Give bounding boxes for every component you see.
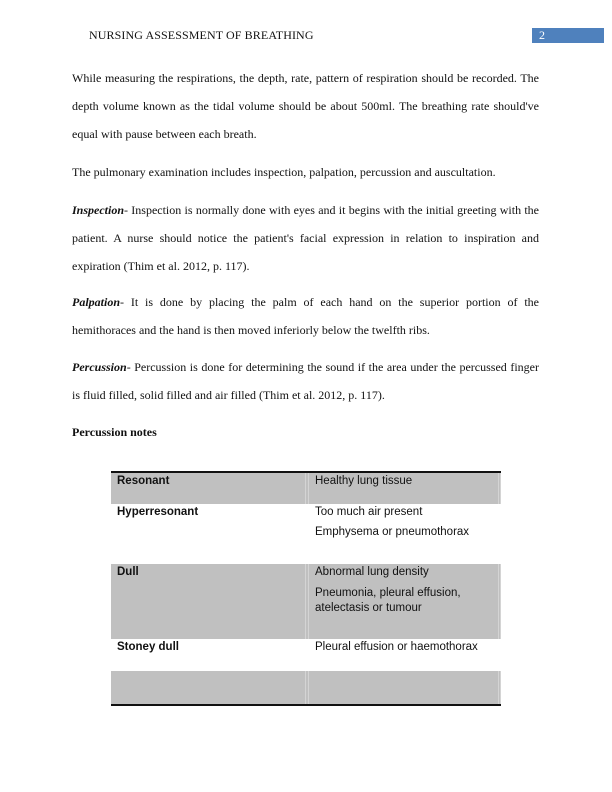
desc-cell <box>309 564 501 639</box>
paragraph-palpation <box>72 288 539 344</box>
note-cell <box>111 671 309 704</box>
desc-line: Abnormal lung density <box>315 566 429 578</box>
paragraph-respiration: While measuring the respirations, the depth, rate, pattern of respiration should be recorded. The depth volume known as the tidal volume should be about 500ml. The breathing rate should've equal with pause between each breath. <box>72 71 539 141</box>
desc-cell <box>309 473 501 504</box>
note-cell: Dull <box>111 564 309 639</box>
table-row <box>111 504 501 564</box>
desc-line: Healthy lung tissue <box>315 475 413 487</box>
desc-line: Emphysema or pneumothorax <box>315 526 470 538</box>
desc-cell <box>309 504 501 564</box>
term-palpation: Palpation <box>72 295 121 309</box>
inspection-text: - Inspection is normally done with eyes and it begins with the initial greeting with the patient. A nurse should notice the patient's facial expression in relation to inspiration and expiration (Thim et al. 2012, p. 117). <box>72 203 539 273</box>
desc-line: Too much air present <box>315 506 423 518</box>
term-percussion: Percussion <box>72 360 127 374</box>
running-header-title: NURSING ASSESSMENT OF BREATHING <box>89 28 314 42</box>
page-number-badge: 2 <box>532 28 604 43</box>
desc-line: Pneumonia, pleural effusion, atelectasis or tumour <box>315 587 461 614</box>
percussion-notes-table <box>111 471 501 706</box>
paragraph-percussion <box>72 353 539 409</box>
desc-cell <box>309 671 501 704</box>
percussion-text: - Percussion is done for determining the sound if the area under the percussed finger is fluid filled, solid filled and air filled (Thim et al. 2012, p. 117). <box>72 360 539 402</box>
term-inspection: Inspection <box>72 203 125 217</box>
table-row <box>111 639 501 671</box>
table-row <box>111 671 501 704</box>
palpation-text: - It is done by placing the palm of each hand on the superior portion of the hemithoraces and the hand is then moved inferiorly below the twelfth ribs. <box>72 295 539 337</box>
paragraph-inspection <box>72 196 539 280</box>
desc-cell <box>309 639 501 671</box>
table-heading: Percussion notes <box>72 425 157 439</box>
desc-line: Pleural effusion or haemothorax <box>315 641 478 653</box>
note-cell: Hyperresonant <box>117 506 199 518</box>
table-row <box>111 473 501 504</box>
note-cell: Stoney dull <box>117 641 179 653</box>
table-row <box>111 564 501 639</box>
paragraph-pulmonary-exam: The pulmonary examination includes inspection, palpation, percussion and auscultation. <box>72 165 496 179</box>
note-cell: Resonant <box>111 473 309 504</box>
